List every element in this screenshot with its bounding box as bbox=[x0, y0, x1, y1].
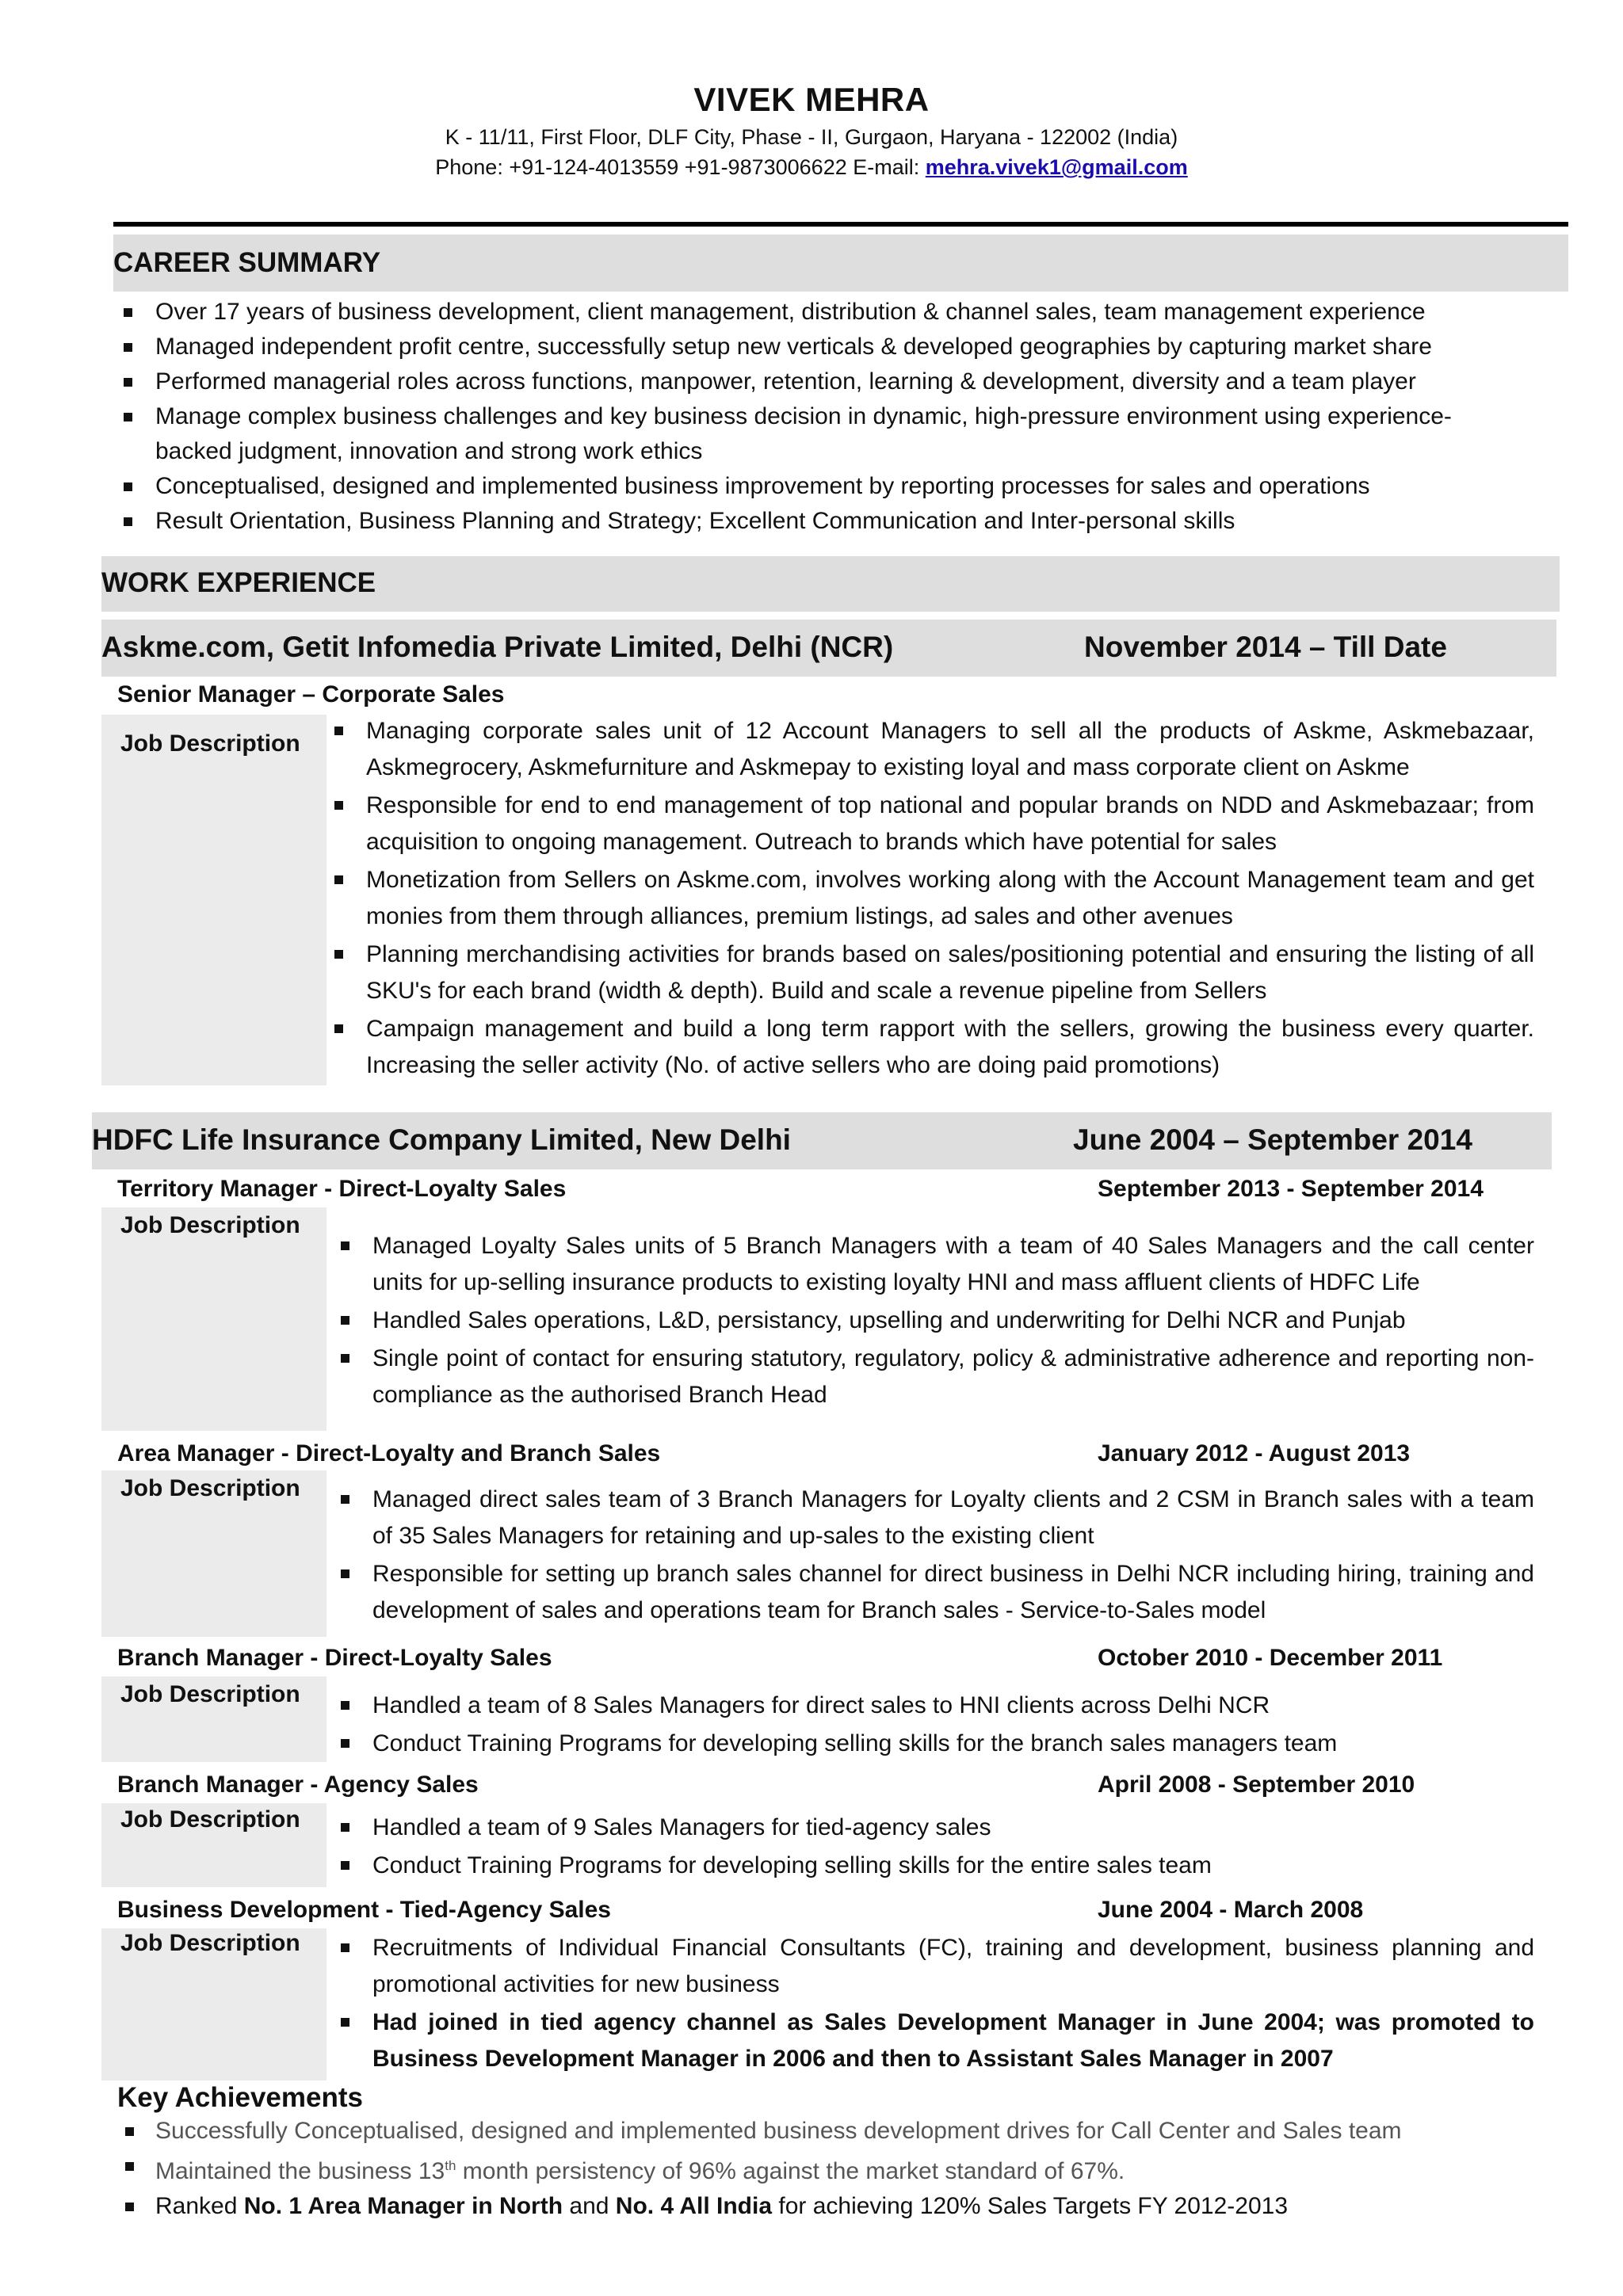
achievement-highlight: No. 4 All India bbox=[615, 2193, 773, 2219]
address: K - 11/11, First Floor, DLF City, Phase - II, Gurgaon, Haryana - 122002 (India) bbox=[445, 125, 1178, 149]
role-dates: October 2010 - December 2011 bbox=[1098, 1645, 1443, 1671]
list-item: Responsible for setting up branch sales channel for direct business in Delhi NCR including hiring, training and development of sales and operations team for Branch sales - Service-to-Sales model bbox=[336, 1556, 1534, 1629]
role-title: Territory Manager - Direct-Loyalty Sales bbox=[117, 1176, 567, 1202]
list-item: Recruitments of Individual Financial Consultants (FC), training and development, business planning and promotional activities for new business bbox=[336, 1930, 1534, 2003]
list-item: Single point of contact for ensuring statutory, regulatory, policy & administrative adherence and reporting non-compliance as the authorised Branch Head bbox=[336, 1341, 1534, 1413]
role-dates: April 2008 - September 2010 bbox=[1098, 1772, 1415, 1798]
career-summary-title: CAREER SUMMARY bbox=[113, 247, 381, 278]
role-dates: September 2013 - September 2014 bbox=[1098, 1176, 1484, 1202]
work-experience-header bbox=[101, 556, 1560, 612]
list-item: Managing corporate sales unit of 12 Account Managers to sell all the products of Askme, Askmebazaar, Askmegrocery, Askmefurniture and Askmepay to existing loyal and mass corporate client on Askme bbox=[330, 713, 1534, 786]
phone-text: Phone: +91-124-4013559 +91-9873006622 E-mail: bbox=[435, 155, 926, 179]
key-achievements-title: Key Achievements bbox=[117, 2082, 363, 2113]
list-item: Responsible for end to end management of top national and popular brands on NDD and Askmebazaar; from acquisition to ongoing management. Outreach to brands which have potential for sales bbox=[330, 788, 1534, 860]
company-header bbox=[101, 620, 1556, 677]
list-item bbox=[120, 2149, 1587, 2189]
list-item: Performed managerial roles across functions, manpower, retention, learning & development, diversity and a team player bbox=[119, 364, 1514, 399]
list-item: Conceptualised, designed and implemented business improvement by reporting processes for sales and operations bbox=[119, 469, 1514, 504]
role-title: Branch Manager - Direct-Loyalty Sales bbox=[117, 1645, 552, 1671]
company-name: HDFC Life Insurance Company Limited, New Delhi bbox=[92, 1123, 791, 1156]
list-item: Planning merchandising activities for brands based on sales/positioning potential and ensuring the listing of all SKU's for each brand (width & depth). Build and scale a revenue pipeline from Sellers bbox=[330, 936, 1534, 1009]
job-description-panel bbox=[101, 1207, 327, 1431]
list-item: Handled Sales operations, L&D, persistancy, upselling and underwriting for Delhi NCR and Punjab bbox=[336, 1302, 1534, 1339]
job-description-label: Job Description bbox=[120, 1475, 300, 1501]
list-item: Result Orientation, Business Planning and Strategy; Excellent Communication and Inter-personal skills bbox=[119, 504, 1514, 539]
role-title: Area Manager - Direct-Loyalty and Branch Sales bbox=[117, 1440, 661, 1466]
email-link[interactable]: mehra.vivek1@gmail.com bbox=[925, 155, 1188, 179]
achievement-text: month persistency of 96% against the market standard of 67%. bbox=[456, 2158, 1125, 2184]
list-item: Successfully Conceptualised, designed and implemented business development drives for Call Center and Sales team bbox=[120, 2114, 1587, 2149]
header-divider bbox=[113, 222, 1568, 227]
achievement-highlight: No. 1 Area Manager in North bbox=[243, 2193, 563, 2219]
job-duties-list bbox=[336, 1688, 1534, 1764]
key-achievements-list bbox=[120, 2114, 1587, 2224]
list-item: Had joined in tied agency channel as Sales Development Manager in June 2004; was promoted to Business Development Manager in 2006 and then to Assistant Sales Manager in 2007 bbox=[336, 2004, 1534, 2077]
list-item: Conduct Training Programs for developing selling skills for the branch sales managers team bbox=[336, 1726, 1534, 1762]
list-item: Managed Loyalty Sales units of 5 Branch Managers with a team of 40 Sales Managers and the call center units for up-selling insurance products to existing loyalty HNI and mass affluent clients of HDFC Life bbox=[336, 1228, 1534, 1301]
list-item: Monetization from Sellers on Askme.com, involves working along with the Account Management team and get monies from them through alliances, premium listings, ad sales and other avenues bbox=[330, 862, 1534, 935]
job-duties-list bbox=[336, 1810, 1534, 1886]
list-item: Handled a team of 9 Sales Managers for tied-agency sales bbox=[336, 1810, 1534, 1846]
list-item: Handled a team of 8 Sales Managers for direct sales to HNI clients across Delhi NCR bbox=[336, 1688, 1534, 1724]
company-dates: June 2004 – September 2014 bbox=[1073, 1123, 1472, 1156]
job-description-panel bbox=[101, 715, 327, 1085]
achievement-text: for achieving 120% Sales Targets FY 2012-2013 bbox=[772, 2193, 1289, 2219]
role-title: Business Development - Tied-Agency Sales bbox=[117, 1897, 611, 1923]
career-summary-list bbox=[119, 295, 1514, 539]
contact-line bbox=[0, 155, 1623, 180]
candidate-name: VIVEK MEHRA bbox=[693, 81, 930, 118]
career-summary-header bbox=[113, 235, 1568, 292]
list-item: Conduct Training Programs for developing selling skills for the entire sales team bbox=[336, 1848, 1534, 1884]
job-description-label: Job Description bbox=[120, 1806, 300, 1833]
job-duties-list bbox=[330, 713, 1534, 1085]
job-duties-list bbox=[336, 1482, 1534, 1630]
job-description-label: Job Description bbox=[120, 730, 300, 757]
ordinal-suffix: th bbox=[445, 2158, 456, 2173]
company-name: Askme.com, Getit Infomedia Private Limited, Delhi (NCR) bbox=[101, 631, 894, 663]
list-item: Managed direct sales team of 3 Branch Managers for Loyalty clients and 2 CSM in Branch sales with a team of 35 Sales Managers for retaining and up-sales to the existing client bbox=[336, 1482, 1534, 1554]
company-dates: November 2014 – Till Date bbox=[1084, 631, 1447, 663]
job-description-label: Job Description bbox=[120, 1212, 300, 1238]
list-item bbox=[120, 2189, 1587, 2224]
role-title: Senior Manager – Corporate Sales bbox=[117, 681, 505, 707]
achievement-text: Maintained the business 13 bbox=[155, 2158, 445, 2184]
company-header bbox=[92, 1112, 1552, 1169]
work-experience-title: WORK EXPERIENCE bbox=[101, 567, 376, 598]
list-item: Managed independent profit centre, successfully setup new verticals & developed geographies by capturing market share bbox=[119, 330, 1514, 364]
job-description-label: Job Description bbox=[120, 1930, 300, 1956]
list-item: Over 17 years of business development, client management, distribution & channel sales, team management experience bbox=[119, 295, 1514, 330]
role-dates: January 2012 - August 2013 bbox=[1098, 1440, 1411, 1466]
achievement-text: and bbox=[563, 2193, 616, 2219]
job-description-label: Job Description bbox=[120, 1681, 300, 1707]
role-title: Branch Manager - Agency Sales bbox=[117, 1772, 479, 1798]
list-item: Campaign management and build a long term rapport with the sellers, growing the business every quarter. Increasing the seller activity (No. of active sellers who are doing paid promotions) bbox=[330, 1011, 1534, 1084]
job-duties-list bbox=[336, 1930, 1534, 2079]
job-duties-list bbox=[336, 1228, 1534, 1415]
list-item: Manage complex business challenges and key business decision in dynamic, high-pressure environment using experience-backed judgment, innovation and strong work ethics bbox=[119, 399, 1514, 469]
role-dates: June 2004 - March 2008 bbox=[1098, 1897, 1364, 1923]
achievement-text: Ranked bbox=[155, 2193, 244, 2219]
